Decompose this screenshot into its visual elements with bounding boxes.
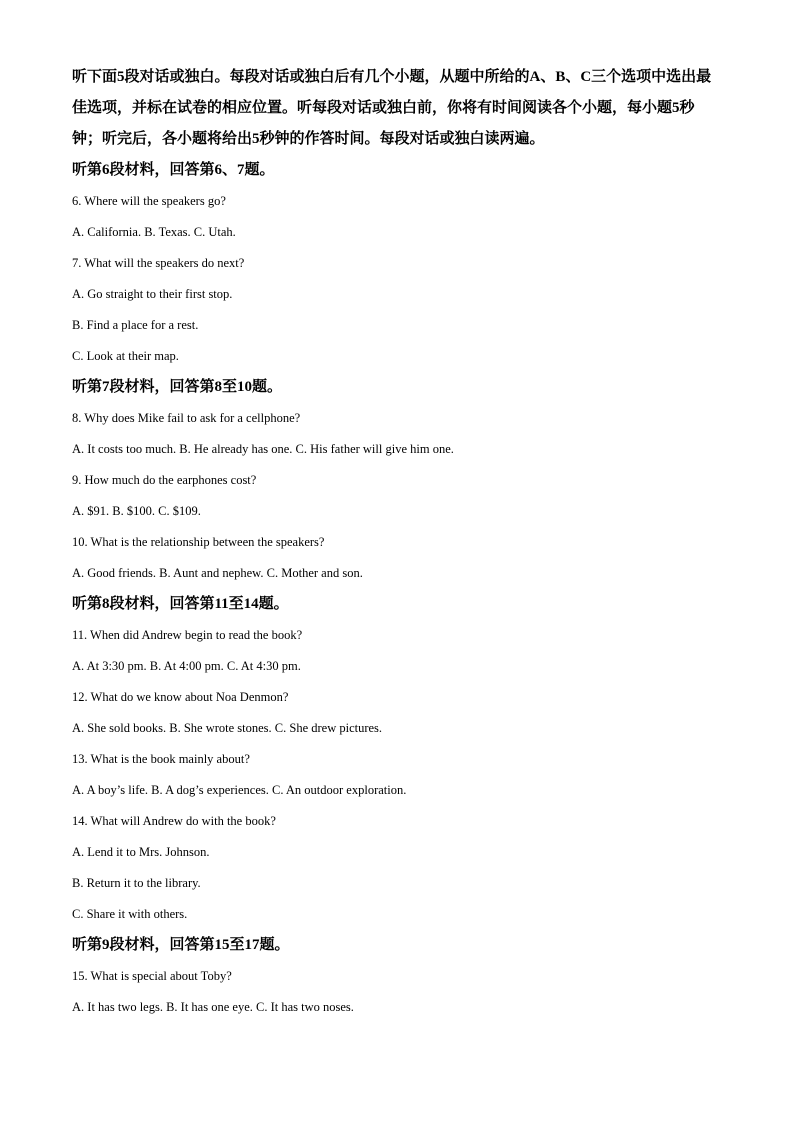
question-10-options: A. Good friends. B. Aunt and nephew. C. Mother and son.	[72, 566, 363, 580]
question-8-options: A. It costs too much. B. He already has one. C. His father will give him one.	[72, 442, 454, 456]
question-7-option-c: C. Look at their map.	[72, 349, 179, 363]
question-14-option-b: B. Return it to the library.	[72, 876, 201, 890]
listening-instructions: 听下面5段对话或独白。每段对话或独白后有几个小题，从题中所给的A、B、C三个选项中选出最佳选项，并标在试卷的相应位置。听每段对话或独白前，你将有时间阅读各个小题，每小题5秒钟；听完后，各小题将给出5秒钟的作答时间。每段对话或独白读两遍。	[72, 69, 712, 147]
section-heading: 听第8段材料，回答第11至14题。	[72, 596, 289, 612]
question-7-option-b: B. Find a place for a rest.	[72, 318, 199, 332]
question-12-options: A. She sold books. B. She wrote stones. C. She drew pictures.	[72, 721, 383, 735]
question-6: 6. Where will the speakers go?	[72, 194, 226, 208]
question-6-options: A. California. B. Texas. C. Utah.	[72, 225, 236, 239]
section-6	[72, 155, 722, 372]
section-9	[72, 930, 722, 1023]
section-heading: 听第9段材料，回答第15至17题。	[72, 937, 290, 953]
question-15-options: A. It has two legs. B. It has one eye. C. It has two noses.	[72, 1000, 354, 1014]
question-13-options: A. A boy’s life. B. A dog’s experiences. C. An outdoor exploration.	[72, 783, 407, 797]
question-7-option-a: A. Go straight to their first stop.	[72, 287, 233, 301]
question-14-option-c: C. Share it with others.	[72, 907, 188, 921]
question-11: 11. When did Andrew begin to read the book?	[72, 628, 303, 642]
question-15: 15. What is special about Toby?	[72, 969, 232, 983]
question-7: 7. What will the speakers do next?	[72, 256, 245, 270]
question-11-options: A. At 3:30 pm. B. At 4:00 pm. C. At 4:30 pm.	[72, 659, 301, 673]
question-9-options: A. $91. B. $100. C. $109.	[72, 504, 201, 518]
question-14: 14. What will Andrew do with the book?	[72, 814, 276, 828]
section-8	[72, 589, 722, 930]
question-10: 10. What is the relationship between the speakers?	[72, 535, 325, 549]
question-13: 13. What is the book mainly about?	[72, 752, 250, 766]
question-9: 9. How much do the earphones cost?	[72, 473, 257, 487]
question-12: 12. What do we know about Noa Denmon?	[72, 690, 289, 704]
question-14-option-a: A. Lend it to Mrs. Johnson.	[72, 845, 210, 859]
exam-page	[72, 62, 722, 1023]
section-heading: 听第7段材料，回答第8至10题。	[72, 379, 283, 395]
question-8: 8. Why does Mike fail to ask for a cellphone?	[72, 411, 301, 425]
section-7	[72, 372, 722, 589]
section-heading: 听第6段材料，回答第6、7题。	[72, 162, 275, 178]
